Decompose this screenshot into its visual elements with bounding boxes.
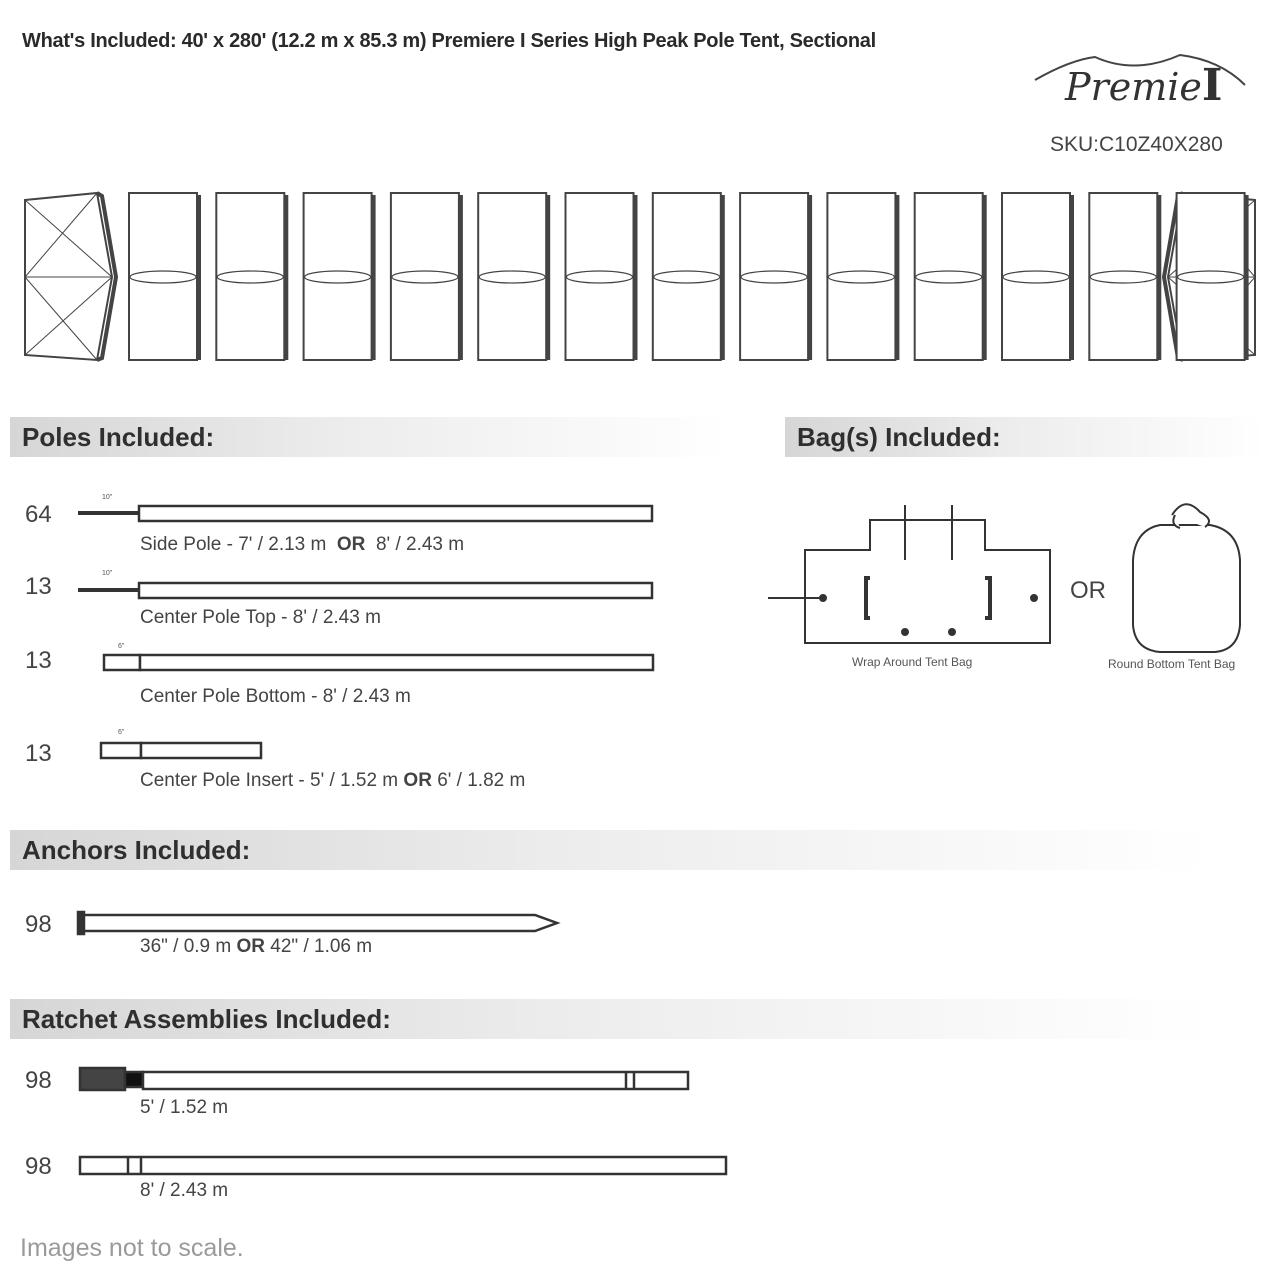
ratchet-8ft-qty: 98 — [25, 1153, 52, 1180]
ratchet-8ft-label: 8' / 2.43 m — [140, 1180, 229, 1201]
ratchet-5ft-drawing — [80, 1068, 688, 1090]
center-pole-insert-drawing — [101, 743, 261, 758]
ratchet-5ft-label: 5' / 1.52 m — [140, 1097, 229, 1118]
center-pole-top-label: Center Pole Top - 8' / 2.43 m — [140, 607, 381, 628]
anchor-label: 36" / 0.9 m OR 42" / 1.06 m — [140, 936, 373, 957]
poles-heading: Poles Included: — [22, 422, 215, 452]
pin-length-label: 10" — [102, 570, 113, 577]
page-title: What's Included: 40' x 280' (12.2 m x 85.3 m) Premiere I Series High Peak Pole Tent, Sectional — [22, 30, 876, 52]
pin-length-label: 6" — [118, 729, 125, 736]
round-bag-label: Round Bottom Tent Bag — [1108, 657, 1236, 671]
center-pole-bottom-drawing — [104, 655, 653, 670]
pin-length-label: 10" — [102, 494, 113, 501]
center-pole-insert-label: Center Pole Insert - 5' / 1.52 m OR 6' / 1.82 m — [140, 770, 526, 791]
bag-or-label: OR — [1070, 577, 1106, 604]
wrap-bag-label: Wrap Around Tent Bag — [852, 655, 973, 669]
ratchet-5ft-qty: 98 — [25, 1067, 52, 1094]
center-pole-top-drawing — [78, 583, 652, 598]
ratchet-8ft-drawing — [80, 1157, 726, 1174]
anchors-heading: Anchors Included: — [22, 835, 251, 865]
side-pole-qty: 64 — [25, 501, 52, 528]
sku-label: SKU:C10Z40X280 — [1050, 133, 1223, 156]
anchor-stake-drawing — [78, 912, 557, 934]
not-to-scale-note: Images not to scale. — [20, 1234, 244, 1262]
center-pole-bottom-label: Center Pole Bottom - 8' / 2.43 m — [140, 686, 411, 707]
side-pole-label: Side Pole - 7' / 2.13 m OR 8' / 2.43 m — [140, 534, 465, 555]
ratchets-heading: Ratchet Assemblies Included: — [22, 1004, 391, 1034]
anchor-qty: 98 — [25, 911, 52, 938]
bags-heading: Bag(s) Included: — [797, 422, 1001, 452]
center-pole-top-qty: 13 — [25, 573, 52, 600]
pin-length-label: 6" — [118, 643, 125, 650]
premiere-logo: PremieI — [1065, 60, 1223, 111]
side-pole-drawing — [78, 506, 652, 521]
round-bottom-bag-drawing — [1133, 504, 1240, 652]
center-pole-bottom-qty: 13 — [25, 647, 52, 674]
center-pole-insert-qty: 13 — [25, 740, 52, 767]
wrap-around-bag-drawing — [768, 505, 1050, 643]
